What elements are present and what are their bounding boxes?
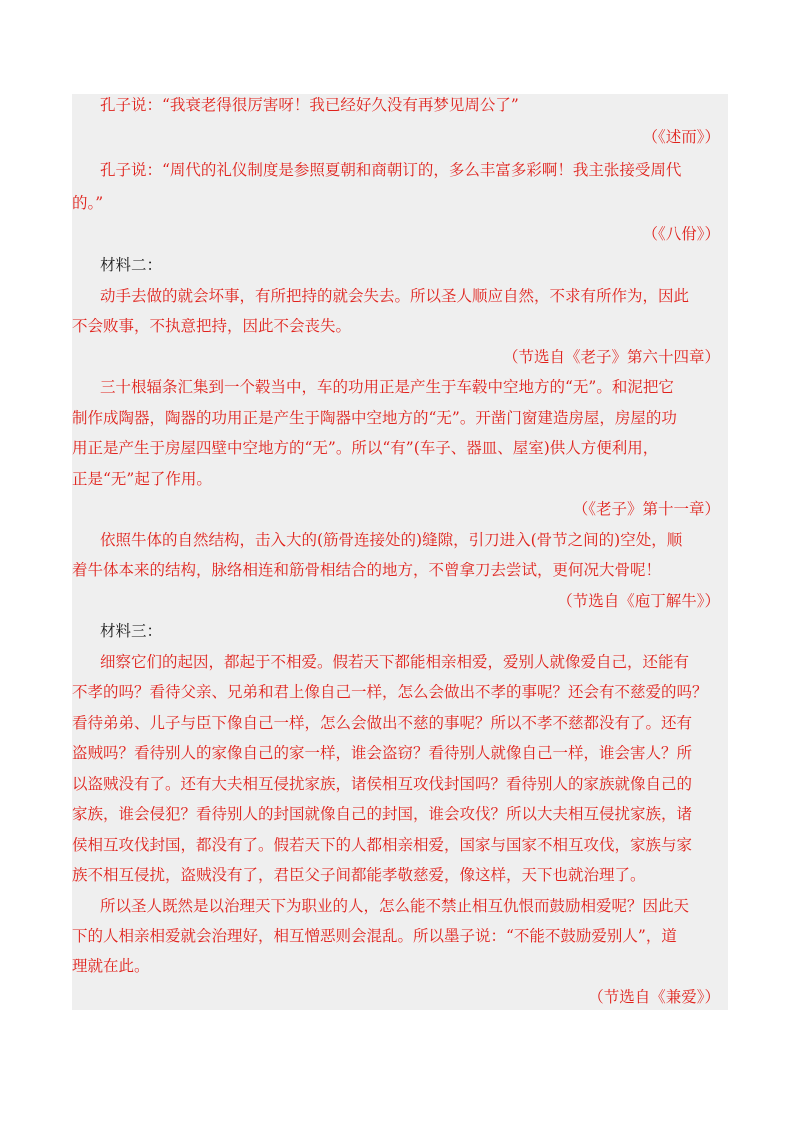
source-citation: （《述而》） bbox=[642, 128, 720, 146]
paragraph-line: 着牛体本来的结构，脉络相连和筋骨相结合的地方，不曾拿刀去尝试，更何况大骨呢！ bbox=[72, 561, 662, 579]
paragraph-line: 制作成陶器，陶器的功用正是产生于陶器中空地方的“无”。开凿门窗建造房屋，房屋的功 bbox=[72, 409, 677, 427]
paragraph-line: 下的人相亲相爱就会治理好，相互憎恶则会混乱。所以墨子说：“不能不鼓励爱别人”，道 bbox=[72, 927, 677, 945]
source-citation: （节选自《兼爱》） bbox=[588, 988, 720, 1006]
source-citation: （《八佾》） bbox=[642, 225, 720, 243]
source-citation: （节选自《庖丁解牛》） bbox=[557, 592, 720, 610]
paragraph-line: 孔子说：“我衰老得很厉害呀！我已经好久没有再梦见周公了” bbox=[100, 96, 519, 114]
paragraph-line: 族不相互侵扰，盗贼没有了，君臣父子间都能孝敬慈爱，像这样，天下也就治理了。 bbox=[72, 866, 646, 884]
section-heading: 材料三： bbox=[100, 622, 163, 640]
paragraph-line: 三十根辐条汇集到一个毂当中，车的功用正是产生于车毂中空地方的“无”。和泥把它 bbox=[100, 378, 674, 396]
paragraph-line: 理就在此。 bbox=[72, 957, 150, 975]
paragraph-line: 的。” bbox=[72, 194, 104, 212]
paragraph-line: 看待弟弟、儿子与臣下像自己一样，怎么会做出不慈的事呢？所以不孝不慈都没有了。还有 bbox=[72, 714, 693, 732]
paragraph-line: 家族，谁会侵犯？看待别人的封国就像自己的封国，谁会攻伐？所以大夫相互侵扰家族，诸 bbox=[72, 805, 693, 823]
paragraph-line: 不孝的吗？看待父亲、兄弟和君上像自己一样，怎么会做出不孝的事呢？还会有不慈爱的吗？ bbox=[72, 683, 708, 701]
paragraph-line: 孔子说：“周代的礼仪制度是参照夏朝和商朝订的，多么丰富多彩啊！我主张接受周代 bbox=[100, 161, 682, 179]
paragraph-line: 盗贼吗？看待别人的家像自己的家一样，谁会盗窃？看待别人就像自己一样，谁会害人？所 bbox=[72, 744, 693, 762]
paragraph-line: 以盗贼没有了。还有大夫相互侵扰家族，诸侯相互攻伐封国吗？看待别人的家族就像自己的 bbox=[72, 775, 693, 793]
paragraph-line: 所以圣人既然是以治理天下为职业的人，怎么能不禁止相互仇恨而鼓励相爱呢？因此天 bbox=[100, 897, 690, 915]
source-citation: （节选自《老子》第六十四章） bbox=[502, 348, 720, 366]
paragraph-line: 细察它们的起因，都起于不相爱。假若天下都能相亲相爱，爱别人就像爱自己，还能有 bbox=[100, 653, 690, 671]
paragraph-line: 动手去做的就会坏事，有所把持的就会失去。所以圣人顺应自然，不求有所作为，因此 bbox=[100, 287, 690, 305]
paragraph-line: 正是“无”起了作用。 bbox=[72, 470, 212, 488]
section-heading: 材料二： bbox=[100, 256, 163, 274]
paragraph-line: 用正是产生于房屋四壁中空地方的“无”。所以“有”(车子、器皿、屋室)供人方便利用， bbox=[72, 439, 659, 457]
paragraph-line: 侯相互攻伐封国，都没有了。假若天下的人都相亲相爱，国家与国家不相互攻伐，家族与家 bbox=[72, 836, 693, 854]
paragraph-line: 不会败事，不执意把持，因此不会丧失。 bbox=[72, 317, 352, 335]
paragraph-line: 依照牛体的自然结构，击入大的(筋骨连接处的)缝隙，引刀进入(骨节之间的)空处，顺 bbox=[100, 531, 683, 549]
source-citation: （《老子》第十一章） bbox=[572, 500, 720, 518]
